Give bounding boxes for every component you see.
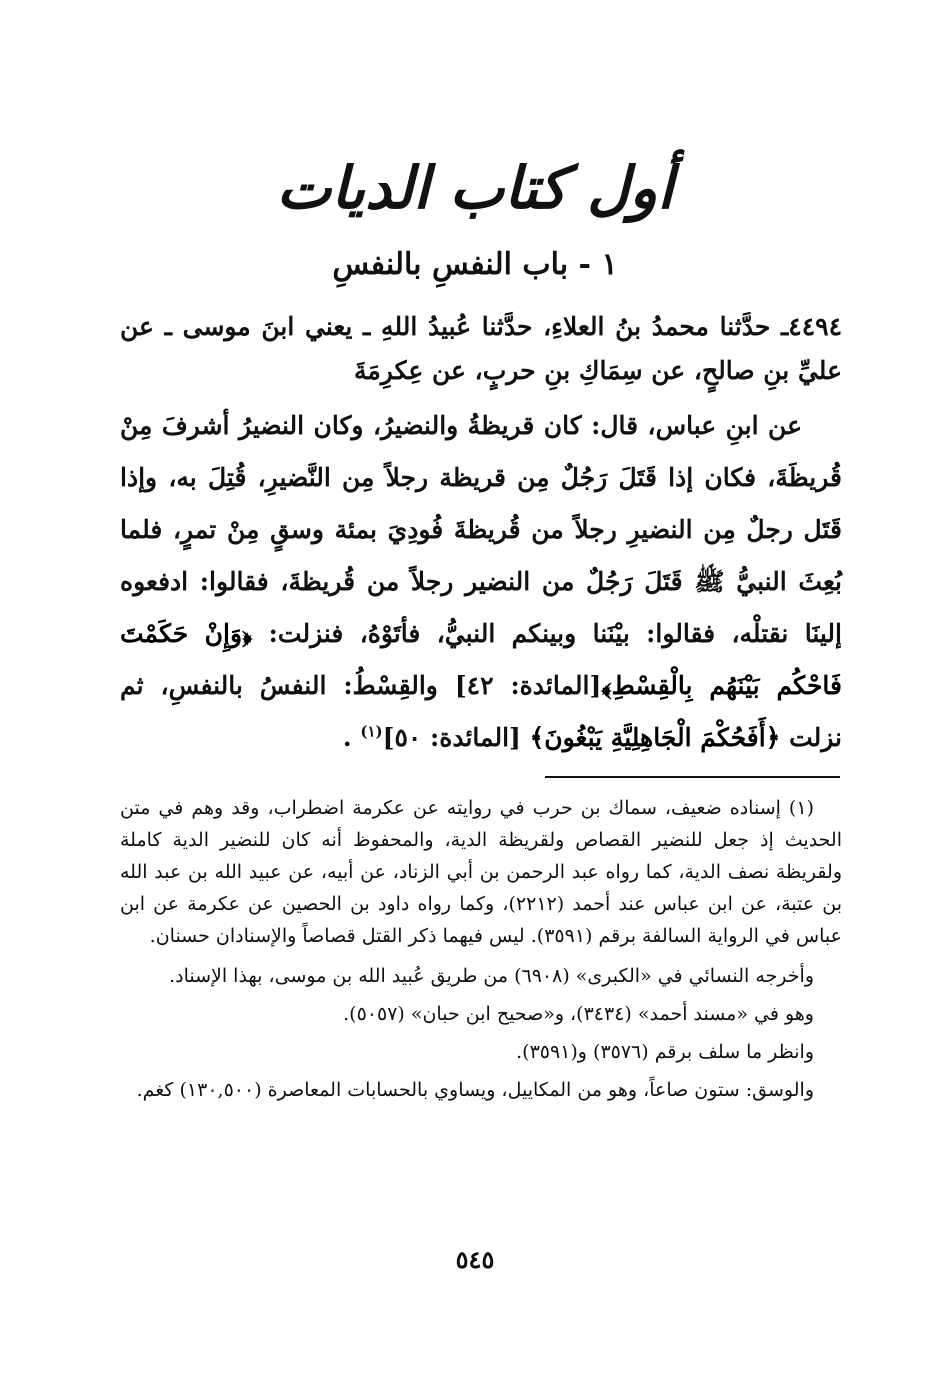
quran-ref-1: [المائدة: ٤٢]: [454, 671, 602, 700]
matn-text-1: عن ابنِ عباس، قال: كان قريظةُ والنضيرُ، وكان النضيرُ أشرفَ مِنْ قُريظَةَ، فكان إذا قَتَلَ رَجُلٌ مِن قريظة رجلاً مِن النَّضيرِ، قُتِلَ به، وإذا قَتَل رجلٌ مِن النضيرِ رجلاً من قُريظةَ فُودِيَ بمئة وسقٍ مِنْ تمرٍ، فلما بُعِثَ النبيُّ ﷺ قَتَلَ رَجُلٌ من النضير رجلاً من قُريظةَ، فقالوا: ادفعوه إلينَا نقتلْه، فقالوا: بيْنَنا وبينكم النبيُّ، فأتَوْهُ، فنزلت:: [120, 411, 842, 648]
footnote-musnad: وهو في «مسند أحمد» (٣٤٣٤)، و«صحيح ابن حبان» (٥٠٥٧).: [343, 1003, 814, 1025]
quran-ref-2: [المائدة: ٥٠]: [382, 723, 521, 752]
footnote-wasq: والوسق: ستون صاعاً، وهو من المكاييل، ويساوي بالحسابات المعاصرة (١٣٠,٥٠٠) كغم.: [136, 1079, 814, 1101]
footnote-takhrij: وأخرجه النسائي في «الكبرى» (٦٩٠٨) من طريق عُبيد الله بن موسى، بهذا الإسناد.: [169, 965, 814, 987]
bab-title: ١ - باب النفسِ بالنفسِ: [332, 247, 618, 282]
kitab-title: أول كتاب الديات: [276, 154, 674, 222]
matn-end: .: [342, 723, 352, 752]
quran-verse-1: ﴿وَإِنْ حَكَمْتَ فَاحْكُم بَيْنَهُم بِالْقِسْطِ﴾: [120, 619, 842, 700]
footnotes: [120, 792, 842, 1112]
hadith-number: ٤٤٩٤: [788, 312, 842, 341]
isnad-text: ـ حدَّثنا محمدُ بنُ العلاءِ، حدَّثنا عُبيدُ اللهِ ـ يعني ابنَ موسى ـ عن عليِّ بنِ صالحٍ، عن سِمَاكِ بنِ حربٍ، عن عِكرِمَةَ: [120, 312, 842, 385]
footnote-divider: [545, 776, 840, 778]
quran-verse-2: ﴿أَفَحُكْمَ الْجَاهِلِيَّةِ يَبْغُونَ﴾: [529, 723, 781, 752]
hadith-isnad: [120, 305, 842, 393]
footnote-1: (١) إسناده ضعيف، سماك بن حرب في روايته عن عكرمة اضطراب، وقد وهم في متن الحديث إذ جعل للنضير القصاص ولقريظة الدية، والمحفوظ أنه كان للنضير الدية كاملة ولقريظة نصف الدية، كما رواه عبد الرحمن بن أبي الزناد، عن أبيه، عن عبيد الله بن عبد الله بن عتبة، عن ابن عباس عند أحمد (٢٢١٢)، وكما رواه داود بن الحصين عن عكرمة عن ابن عباس في الرواية السالفة برقم (٣٥٩١). ليس فيهما ذكر القتل قصاصاً والإسنادان حسنان.: [120, 797, 842, 947]
page-number: ٥٤٥: [455, 1245, 495, 1274]
footnote-marker: (١): [360, 722, 383, 741]
hadith-matn: [120, 400, 842, 764]
footnote-see-also: وانظر ما سلف برقم (٣٥٧٦) و(٣٥٩١).: [516, 1041, 814, 1063]
matn-text-2: والقِسْطُ: النفسُ بالنفسِ، ثم نزلت: [120, 671, 842, 752]
